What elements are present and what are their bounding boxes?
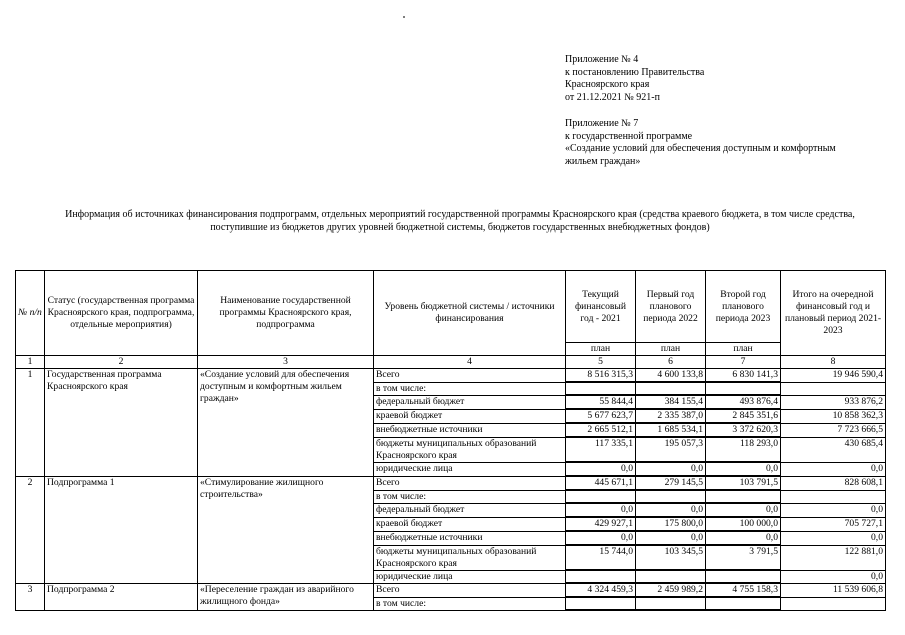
annex-4-header xyxy=(565,54,704,104)
value-2022: 384 155,4 xyxy=(636,395,706,409)
value-2022: 103 345,5 xyxy=(636,545,706,570)
level-cell: юридические лица xyxy=(374,570,566,583)
value-2021: 429 927,1 xyxy=(566,517,636,531)
value-total: 0,0 xyxy=(781,570,886,583)
header-2023: Второй год планового периода 2023 xyxy=(706,271,781,343)
level-cell: бюджеты муниципальных образований Красноярского края xyxy=(374,437,566,462)
value-2022 xyxy=(636,597,706,610)
table-row xyxy=(16,369,886,383)
value-2022: 195 057,3 xyxy=(636,437,706,462)
header-2021: Текущий финансовый год - 2021 xyxy=(566,271,636,343)
value-2023: 118 293,0 xyxy=(706,437,781,462)
value-2021: 445 671,1 xyxy=(566,476,636,490)
level-cell: Всего xyxy=(374,369,566,383)
level-cell: Всего xyxy=(374,476,566,490)
value-2021: 5 677 623,7 xyxy=(566,409,636,423)
value-2021: 0,0 xyxy=(566,531,636,545)
value-2023: 0,0 xyxy=(706,531,781,545)
header-2022: Первый год планового периода 2022 xyxy=(636,271,706,343)
value-2023: 493 876,4 xyxy=(706,395,781,409)
annex-4-line: от 21.12.2021 № 921-п xyxy=(565,91,660,103)
column-number: 3 xyxy=(198,356,374,369)
value-2021: 8 516 315,3 xyxy=(566,369,636,383)
value-2022: 0,0 xyxy=(636,531,706,545)
column-number: 6 xyxy=(636,356,706,369)
level-cell: бюджеты муниципальных образований Красноярского края xyxy=(374,545,566,570)
annex-4-line: Красноярского края xyxy=(565,79,650,90)
value-total xyxy=(781,597,886,610)
value-2021: 0,0 xyxy=(566,503,636,517)
annex-7-line: жильем граждан» xyxy=(565,155,641,167)
block-name: «Переселение граждан из аварийного жилищного фонда» xyxy=(198,583,374,610)
speck-dot xyxy=(403,16,405,18)
value-2023: 2 845 351,6 xyxy=(706,409,781,423)
level-cell: в том числе: xyxy=(374,490,566,503)
block-name: «Стимулирование жилищного строительства» xyxy=(198,476,374,583)
value-2022 xyxy=(636,490,706,503)
block-status: Подпрограмма 2 xyxy=(45,583,198,610)
value-2022: 0,0 xyxy=(636,503,706,517)
table-row xyxy=(16,583,886,597)
level-cell: Всего xyxy=(374,583,566,597)
block-num: 2 xyxy=(16,476,45,583)
column-number: 5 xyxy=(566,356,636,369)
annex-4-line: Приложение № 4 xyxy=(565,54,639,65)
level-cell: краевой бюджет xyxy=(374,517,566,531)
financing-table xyxy=(15,270,886,611)
level-cell: внебюджетные источники xyxy=(374,531,566,545)
level-cell: в том числе: xyxy=(374,382,566,395)
value-2021: 15 744,0 xyxy=(566,545,636,570)
value-total: 705 727,1 xyxy=(781,517,886,531)
value-2023: 103 791,5 xyxy=(706,476,781,490)
annex-4-line: к постановлению Правительства xyxy=(565,66,705,78)
value-2023 xyxy=(706,382,781,395)
block-num: 1 xyxy=(16,369,45,477)
level-cell: федеральный бюджет xyxy=(374,395,566,409)
level-cell: внебюджетные источники xyxy=(374,423,566,437)
value-2021: 4 324 459,3 xyxy=(566,583,636,597)
value-total: 19 946 590,4 xyxy=(781,369,886,383)
value-2021 xyxy=(566,490,636,503)
value-2023: 3 372 620,3 xyxy=(706,423,781,437)
value-total: 10 858 362,3 xyxy=(781,409,886,423)
value-total: 122 881,0 xyxy=(781,545,886,570)
value-total: 0,0 xyxy=(781,462,886,476)
value-2023: 6 830 141,3 xyxy=(706,369,781,383)
plan-label: план xyxy=(566,343,636,356)
plan-label: план xyxy=(636,343,706,356)
header-status: Статус (государственная программа Красноярского края, подпрограмма, отдельные мероприятия) xyxy=(45,271,198,356)
column-number: 8 xyxy=(781,356,886,369)
value-2023: 3 791,5 xyxy=(706,545,781,570)
annex-7-header xyxy=(565,118,885,168)
block-status: Подпрограмма 1 xyxy=(45,476,198,583)
value-2022 xyxy=(636,382,706,395)
value-total: 933 876,2 xyxy=(781,395,886,409)
value-2021: 117 335,1 xyxy=(566,437,636,462)
annex-7-line: к государственной программе xyxy=(565,130,693,142)
value-2021: 2 665 512,1 xyxy=(566,423,636,437)
value-2022: 0,0 xyxy=(636,462,706,476)
value-2022 xyxy=(636,570,706,583)
value-2021 xyxy=(566,382,636,395)
value-2023: 0,0 xyxy=(706,503,781,517)
column-number-row xyxy=(16,356,886,369)
value-2022: 1 685 534,1 xyxy=(636,423,706,437)
column-number: 4 xyxy=(374,356,566,369)
header-level: Уровень бюджетной системы / источники финансирования xyxy=(374,271,566,356)
value-2023: 100 000,0 xyxy=(706,517,781,531)
value-2021: 0,0 xyxy=(566,462,636,476)
value-total: 0,0 xyxy=(781,531,886,545)
value-2022: 175 800,0 xyxy=(636,517,706,531)
value-2023 xyxy=(706,597,781,610)
column-number: 7 xyxy=(706,356,781,369)
value-2023: 4 755 158,3 xyxy=(706,583,781,597)
annex-7-line: Приложение № 7 xyxy=(565,118,639,129)
block-name: «Создание условий для обеспечения доступным и комфортным жильем граждан» xyxy=(198,369,374,477)
column-number: 1 xyxy=(16,356,45,369)
value-total: 828 608,1 xyxy=(781,476,886,490)
table-row xyxy=(16,476,886,490)
value-total xyxy=(781,382,886,395)
block-status: Государственная программа Красноярского края xyxy=(45,369,198,477)
value-2022: 279 145,5 xyxy=(636,476,706,490)
value-total: 430 685,4 xyxy=(781,437,886,462)
value-total xyxy=(781,490,886,503)
value-2022: 2 459 989,2 xyxy=(636,583,706,597)
level-cell: федеральный бюджет xyxy=(374,503,566,517)
value-2023 xyxy=(706,490,781,503)
block-num: 3 xyxy=(16,583,45,610)
value-2021: 55 844,4 xyxy=(566,395,636,409)
value-2022: 2 335 387,0 xyxy=(636,409,706,423)
plan-label: план xyxy=(706,343,781,356)
value-total: 7 723 666,5 xyxy=(781,423,886,437)
value-2023 xyxy=(706,570,781,583)
column-number: 2 xyxy=(45,356,198,369)
annex-7-line: «Создание условий для обеспечения доступным и комфортным xyxy=(565,143,836,154)
value-total: 11 539 606,8 xyxy=(781,583,886,597)
level-cell: в том числе: xyxy=(374,597,566,610)
value-2021 xyxy=(566,570,636,583)
value-total: 0,0 xyxy=(781,503,886,517)
header-total: Итого на очередной финансовый год и плановый период 2021-2023 xyxy=(781,271,886,356)
level-cell: юридические лица xyxy=(374,462,566,476)
value-2022: 4 600 133,8 xyxy=(636,369,706,383)
document-title: Информация об источниках финансирования подпрограмм, отдельных мероприятий государственной программы Красноярского края (средства краевого бюджета, в том числе средства, поступившие из бюджетов других уровней бюджетной системы, бюджетов государственных внебюджетных фондов) xyxy=(65,209,855,233)
value-2023: 0,0 xyxy=(706,462,781,476)
header-name: Наименование государственной программы Красноярского края, подпрограмма xyxy=(198,271,374,356)
table-header-row xyxy=(16,271,886,343)
header-num: № п/п xyxy=(16,271,45,356)
value-2021 xyxy=(566,597,636,610)
level-cell: краевой бюджет xyxy=(374,409,566,423)
